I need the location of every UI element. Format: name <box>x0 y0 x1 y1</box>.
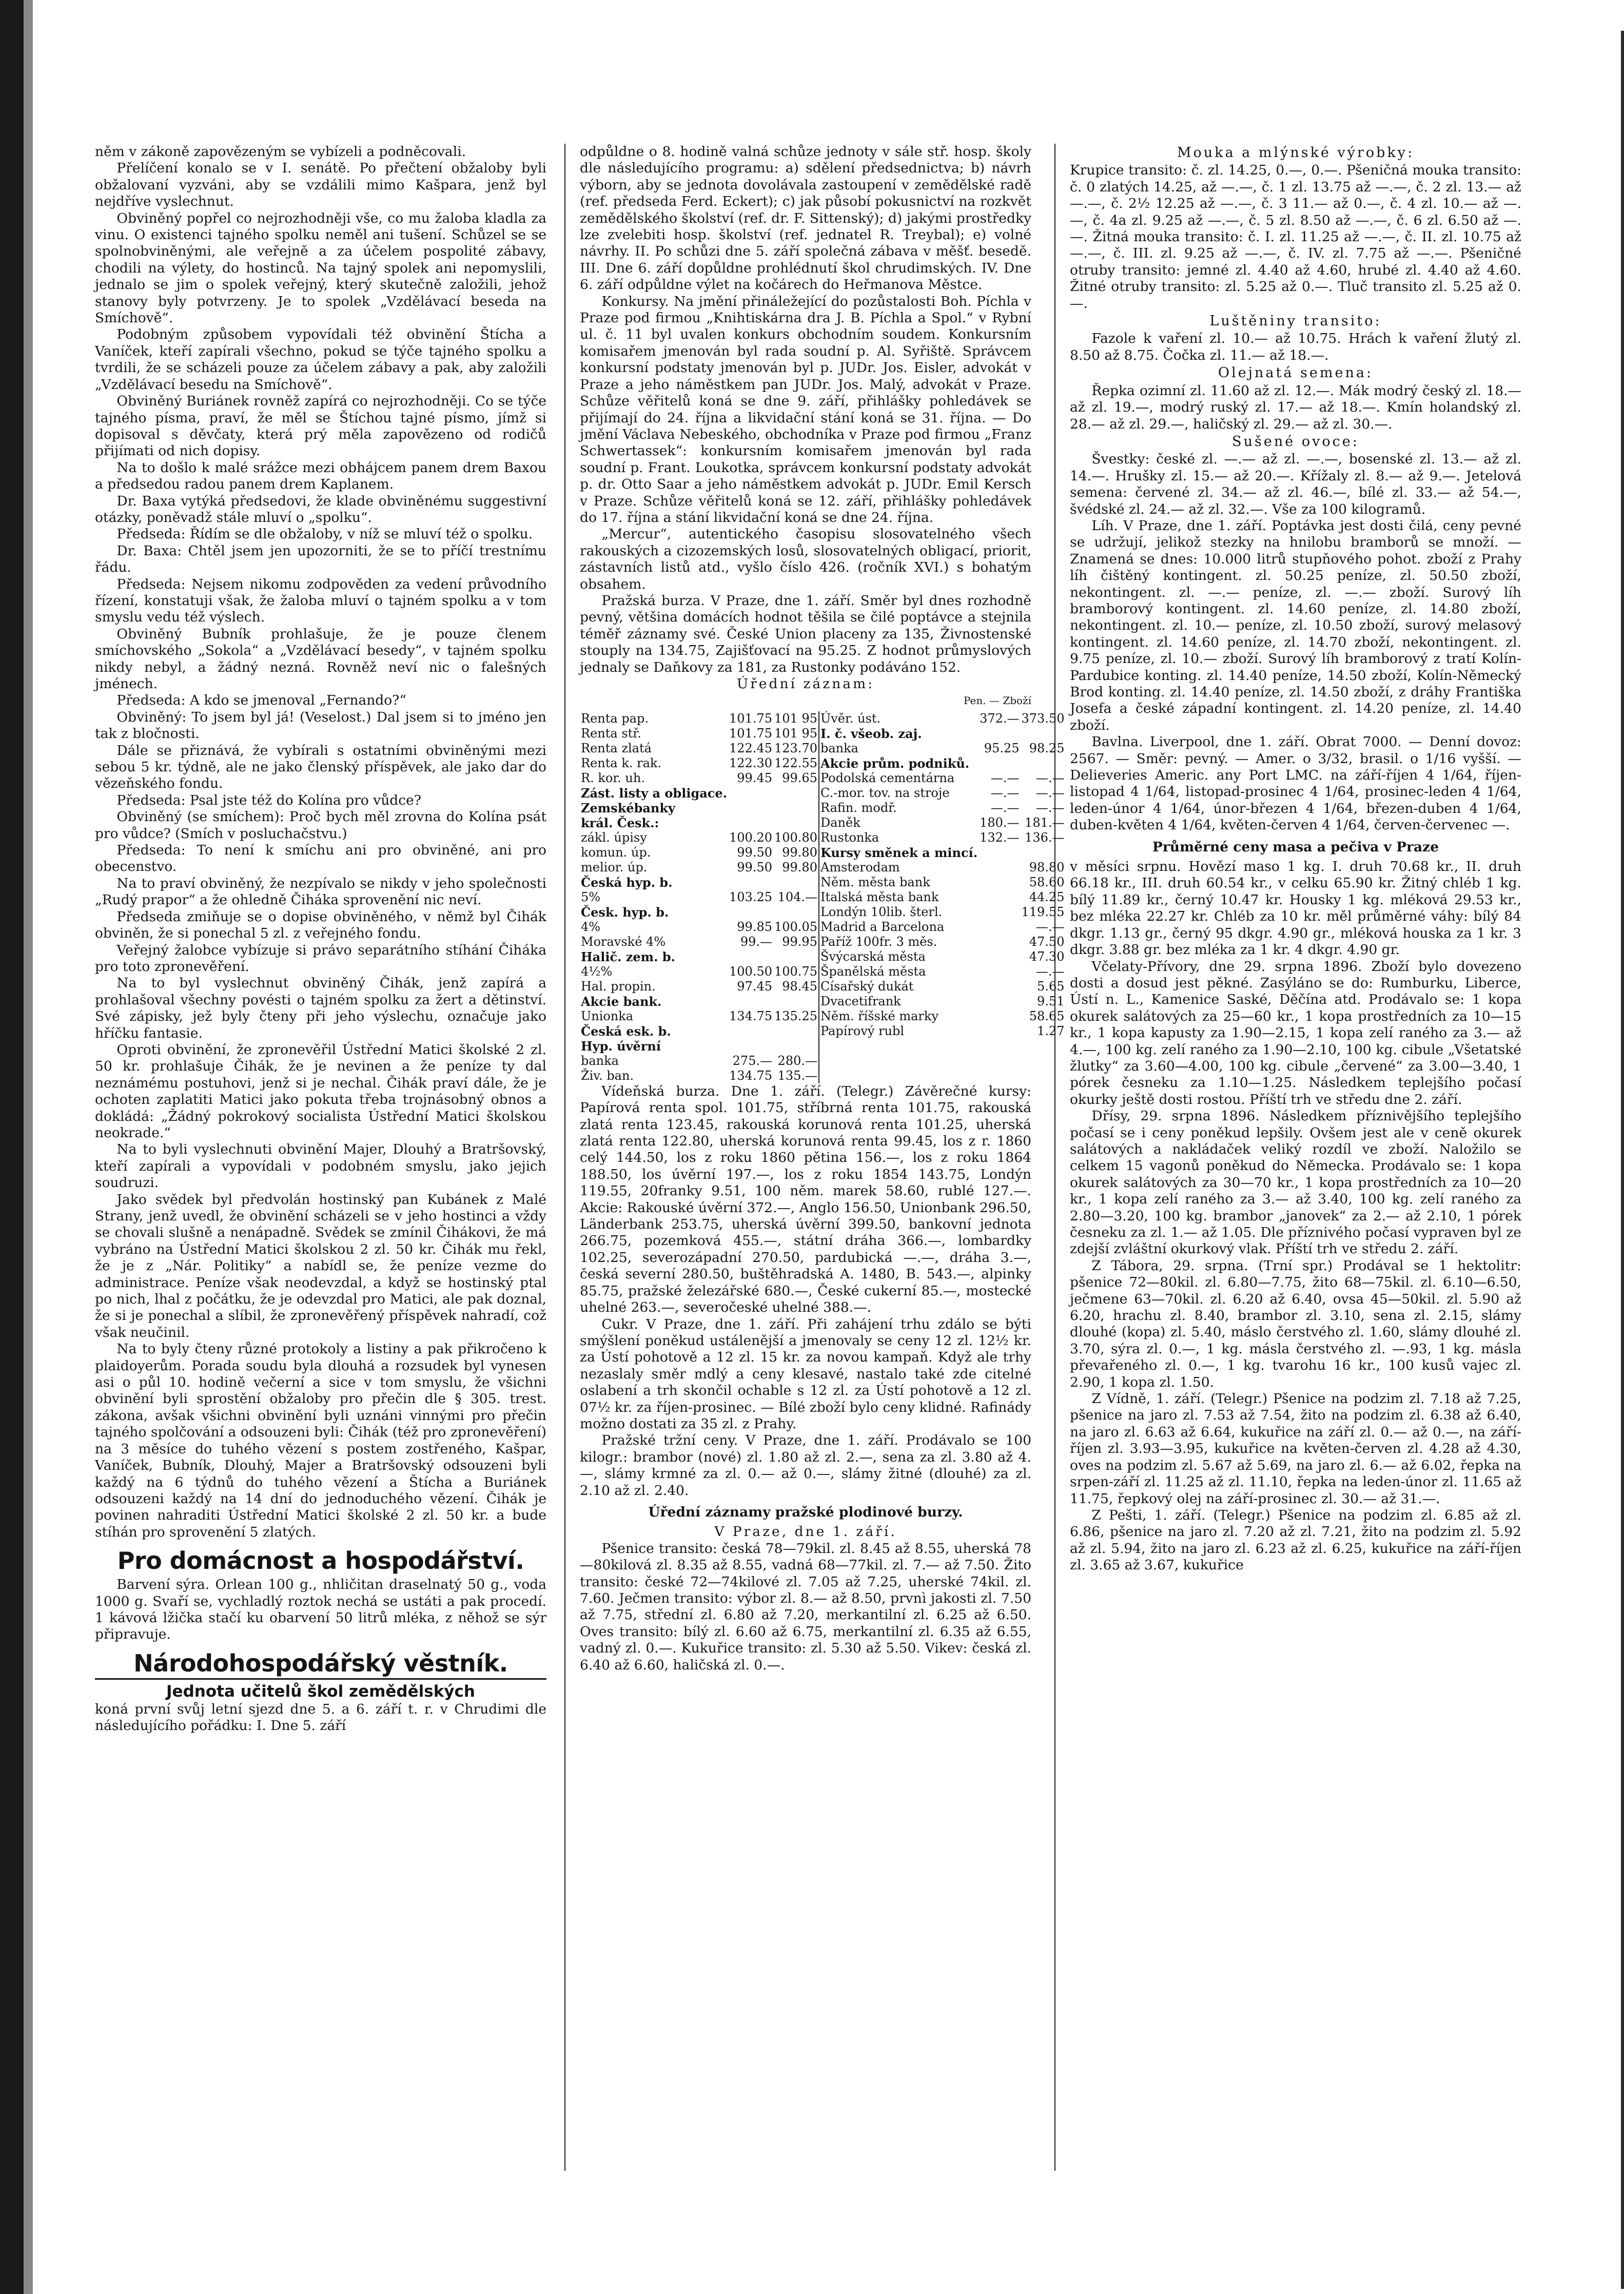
quote-cell: 99.45 <box>737 770 772 785</box>
article-sugar: Cukr. V Praze, dne 1. září. Při zahájení trhu zdálo se býti smýšlení poněkud ustálenější a jmenovaly se ceny 12 zl. 12½ kr. za Ústí pohotově a 12 zl. 15 kr. za novou kampaň. Když ale trhy nezaslaly směr mdlý a ceny klesavé, nastalo také zde citelné oslabení a trh skončil ochable s 12 zl. za Ústí pohotově a 12 zl. 07½ kr. za říjen-prosinec. — Bílé zboží bylo ceny klidné. Rafinády možno dostati za 35 zl. z Prahy. <box>580 1316 1031 1432</box>
quote-row <box>580 756 1065 771</box>
quote-cell: 119.55 <box>1021 904 1065 919</box>
article-paragraph: Předseda: To není k smíchu ani pro obviněné, ani pro obecenstvo. <box>95 842 546 875</box>
quote-cell: Císařský dukát <box>820 979 914 994</box>
article-paragraph: Obviněný: To jsem byl já! (Veselost.) Dal jsem si to jméno jen tak z bločnosti. <box>95 709 546 742</box>
quote-cell: banka <box>820 741 858 755</box>
quote-cell: Něm. města bank <box>820 874 930 889</box>
article-pest-grain: Z Pešti, 1. září. (Telegr.) Pšenice na podzim zl. 6.85 až zl. 6.86, pšenice na jaro zl. 7.20 až zl. 7.21, žito na podzim zl. 5.92 až zl. 5.94, žito na jaro zl. 6.23 až zl. 6.25, kukuřice na září-říjen zl. 3.65 až 3.67, kukuřice <box>1070 1507 1521 1573</box>
official-quotes-table <box>580 711 1065 1083</box>
quote-cell <box>773 801 819 815</box>
quote-cell: Akcie bank. <box>581 994 662 1009</box>
quote-cell: Rafin. modř. <box>820 800 897 815</box>
quote-cell <box>979 964 1020 979</box>
quote-row <box>580 1054 1065 1068</box>
quote-cell: 44.25 <box>1029 889 1065 904</box>
quote-cell: 134.75 <box>729 1068 772 1083</box>
article-drisy: Dřísy, 29. srpna 1896. Následkem příznivějšího teplejšího počasí se i ceny poněkud lepšily. Ovšem jest ale v ceně okurek salátových a nakládaček veliký rozdíl ve zboží. Naložilo se celkem 15 vagonů poněkud do Německa. Prodávalo se: 1 kopa okurek salátových za 30—70 kr., 1 kopa prostředních za 10—20 kr., 1 kopa zelí raného za 3.— až 3.40, 100 kg. zelí raného za 2.80—3.20, 100 kg. brambor „janovek“ za 2.— až 2.10, 1 pórek česneku za zl. 1.— až 1.05. Dle příznivého počasí vypraven byl ze zdejší zvláštní okurkový vlak. Příští trh ve středu 2. září. <box>1070 1108 1521 1257</box>
section-heading-grain-exchange: Úřední záznamy pražské plodinové burzy. <box>648 1504 963 1520</box>
article-vienna-exchange: Vídeňská burza. Dne 1. září. (Telegr.) Závěrečné kursy: Papírová renta spol. 101.75, stříbrná renta 101.75, rakouská zlatá renta 123.45, rakouská korunová renta 101.25, uherská zlatá renta 122.80, uherská korunová renta 99.45, los z r. 1860 celý 144.50, los z roku 1860 pětina 156.—, los z roku 1864 188.50, los úvěrní 197.—, los z roku 1854 143.75, Londýn 119.55, 20franky 9.51, 100 něm. marek 58.60, rublé 127.—. Akcie: Rakouské úvěrní 372.—, Anglo 156.50, Unionbank 296.50, Länderbank 253.75, uherská úvěrní 399.50, bankovní jednota 266.75, pozemková 455.—, státní dráha 366.—, lombardky 102.25, severozápadní 270.50, pardubická —.—, dráha 3.—, česká severní 280.50, buštěhradská A. 1480, B. 543.—, alpinky 85.75, pražské železářské 680.—, České cukerní 85.—, mostecké uhelné 263.—, severočeské uhelné 388.—. <box>580 1083 1031 1316</box>
quote-cell: 135.— <box>777 1068 817 1083</box>
quote-cell: Česká esk. b. <box>581 1023 671 1039</box>
quote-row <box>580 801 1065 815</box>
article-paragraph: odpůldne o 8. hodině valná schůze jednoty v sále stř. hosp. školy dle následujícího programu: a) sdělení předsednictva; b) návrh výborn, aby se jednota dovolávala zastoupení v zemědělské radě (ref. předseda Ferd. Eckert); c) jak působí pokusnictví na rozkvět zemědělského školství (ref. dr. F. Sittenský); d) jakými prostředky lze zvelebiti hosp. školství (ref. jednatel R. Treybal); e) volné návrhy. II. Po schůzi dne 5. září společná zábava v měšť. besedě. III. Dne 6. září dopůldne prohlédnutí škol chrudimských. IV. Dne 6. září odpůldne výlet na kočárech do Heřmanova Městce. <box>580 144 1031 293</box>
quote-cell: Česká hyp. b. <box>581 874 673 890</box>
quote-cell <box>773 905 819 920</box>
quote-cell <box>979 860 1020 875</box>
quote-cell <box>728 801 773 815</box>
quote-cell: král. Česk.: <box>581 815 659 830</box>
quote-cell: 101 95 <box>774 711 817 726</box>
article-paragraph: Předseda zmiňuje se o dopise obviněného, v němž byl Čihák obviněn, že si ponechal 5 zl. z veřejného fondu. <box>95 908 546 942</box>
section-heading-dried-fruit: Sušené ovoce: <box>1232 433 1359 450</box>
quote-row <box>580 1024 1065 1039</box>
article-paragraph: Obviněný Buriánek rovněž zapírá co nejrozhodněji. Co se týče tajného písma, praví, že měl se Štíchou tajné písmo, jímž si dopisoval s děvčaty, která prý měla zapovězeno od rodičů přijímati od nich dopisy. <box>95 393 546 459</box>
quote-cell: I. č. všeob. zaj. <box>820 726 922 741</box>
article-grain-quotes: Pšenice transito: česká 78—79kil. zl. 8.45 až 8.55, uherská 78—80kilová zl. 8.35 až 8.55, vadná 68—77kil. zl. 7.— až 7.50. Žito transito: české 72—74kilové zl. 7.05 až 7.25, uherské 74kil. zl. 7.60. Ječmen transito: výbor zl. 8.— až 8.50, prvnì jakosti zl. 7.50 až 7.75, střední zl. 6.80 až 7.20, merkantilní zl. 6.25 až 6.50. Oves transito: bílý zl. 6.60 až 6.75, merkantilní zl. 6.35 až 6.55, vadný zl. 0.—. Kukuřice transito: zl. 5.30 až 5.50. Vikev: česká zl. 6.40 až 6.60, haličská zl. 0.—. <box>580 1540 1031 1673</box>
article-flour: Krupice transito: č. zl. 14.25, 0.—, 0.—. Pšeničná mouka transito: č. 0 zlatých 14.25, až —.—, č. 1 zl. 13.75 až —.—, č. 2 zl. 13.— až —.—, č. 2½ 12.25 až —.—, č. 3 11.— až 0.—, č. 4 zl. 10.— až —.—, č. 4a zl. 9.25 až —.—, č. 5 zl. 8.50 až —.—, č. 6 zl. 6.50 až —.—. Žitná mouka transito: č. I. zl. 11.25 až —.—, č. II. zl. 10.75 až —.—, č. III. zl. 9.25 až —.—, č. IV. zl. 7.75 až —.—. Pšeničné otruby transito: jemné zl. 4.40 až 4.60, hrubé zl. 4.40 až 4.60. Žitné otruby transito: zl. 5.25 až 0.—. Tluč transito zl. 5.25 až 0.—. <box>1070 162 1521 312</box>
quote-cell: 47.30 <box>1029 949 1065 964</box>
quote-cell: komun. úp. <box>581 845 651 860</box>
quote-cell: 135.25 <box>774 1008 817 1023</box>
section-heading-oilseeds: Olejnatá semena: <box>1218 365 1374 381</box>
quote-cell: Renta pap. <box>581 711 649 726</box>
quote-cell: 99.50 <box>737 845 772 860</box>
quote-cell: 100.75 <box>774 964 817 979</box>
quote-cell: Amsterodam <box>820 860 900 874</box>
article-vcelaty: Včelaty-Přívory, dne 29. srpna 1896. Zboží bylo dovezeno dosti a dosud jest pěkné. Zasýláno se do: Rumburku, Liberce, Ústí n. L., Kamenice Saské, Děčína atd. Prodávalo se: 1 kopa okurek salátových za 25—60 kr., 1 kopa prostředních za 10—15 kr., 1 kopa kapusty za 1.90—2.15, 1 kopa zelí raného za 3.— až 4.—, 100 kg. zelí raného za 1.90—2.10, 100 kg. cibule „Všetatské žlutky“ za 3.60—4.00, 100 kg. cibule „červené“ za 3.00—3.40, 1 pórek česneku za 1.10—1.25. Následkem teplejšího počasí okurky ještě dosti rostou. Příští trh ve středu dne 2. září. <box>1070 958 1521 1107</box>
quote-cell: 100.05 <box>774 919 817 934</box>
quote-cell: Hal. propin. <box>581 979 656 994</box>
quote-cell <box>979 905 1020 920</box>
quote-cell: 101.75 <box>729 711 772 726</box>
quote-row <box>580 964 1065 979</box>
official-quotes-title: Úřední záznam: <box>736 676 875 692</box>
quote-row <box>580 935 1065 949</box>
article-prague-exchange: Pražská burza. V Praze, dne 1. září. Směr byl dnes rozhodně pevný, většina domácích hodnot těšila se čilé poptávce a stejnila téměř záznamy své. České Union placeny za 135, Živnostenské stouply na 134.75, Zajišťovací na 95.25. Z hodnot průmyslových jednaly se Daňkovy za 181, za Rustonky podáváno 152. <box>580 592 1031 675</box>
quote-cell: 103.25 <box>729 889 772 904</box>
quote-cell: 275.— <box>732 1053 772 1068</box>
quote-row <box>580 711 1065 726</box>
quote-cell: 58.65 <box>1029 1008 1065 1023</box>
quote-cell: Švýcarská města <box>820 949 926 964</box>
quote-cell <box>979 875 1020 890</box>
column-rule <box>564 144 565 2171</box>
quote-cell: 98.45 <box>782 979 817 994</box>
quote-cell <box>979 920 1020 935</box>
quote-cell <box>979 726 1020 741</box>
article-spirits: Líh. V Praze, dne 1. září. Poptávka jest dosti čilá, ceny pevné se udržují, jelikož stezky na hnilobu bramborů se množí. — Znamená se dnes: 10.000 litrů stupňového pohot. zboží z Prahy líh čištěný kontingent. zl. 50.25 peníze, zl. 50.50 zboží, nekontingent. zl. —.— peníze, zl. —.— zboží. Surový líh bramborový kontingent. zl. 14.60 peníze, zl. 14.80 zboží, nekontingent. zl. 10.— peníze, zl. 10.50 zboží, surový melasový kontingent. zl. 14.60 peníze, zl. 14.70 zboží, nekontingent. zl. 9.75 peníze, zl. 10.— zboží. Surový líh bramborový z tratí Kolín-Pardubice konting. zl. 14.40 peníze, 14.50 zboží, Kolín-Německý Brod konting. zl. 14.40 peníze, zl. 14.50 zboží, z dráhy Františka Josefa a české západní kontingent. zl. 14.20 peníze, zl. 14.40 zboží. <box>1070 517 1521 733</box>
quote-cell: 97.45 <box>737 979 772 994</box>
quote-cell <box>773 949 819 964</box>
quote-cell: 99.80 <box>782 845 817 860</box>
quote-row <box>580 949 1065 964</box>
article-average-prices: v měsíci srpnu. Hovězí maso 1 kg. I. druh 70.68 kr., II. druh 66.18 kr., III. druh 60.54 kr., v celku 65.90 kr. Žitný chléb 1 kg. bílý 11.89 kr., černý 10.47 kr. Housky 1 kg. mléková 29.53 kr., bez mléka 22.27 kr. Chléb za 10 kr. měl průměrné váhy: bílý 84 dkgr. 1.13 gr., černý 95 dkgr. 4.90 gr., mléková houska za 1 kr. 3 dkgr. 3.88 gr. bez mléka za 1 kr. 4 dkgr. 4.90 gr. <box>1070 859 1521 958</box>
quote-cell: melior. úp. <box>581 860 648 874</box>
quote-cell <box>1021 1039 1066 1054</box>
quote-cell <box>728 786 773 801</box>
section-heading-average-prices: Průměrné ceny masa a pečiva v Praze <box>1152 839 1439 855</box>
quote-cell: Zemskébanky <box>581 800 675 815</box>
article-oilseeds: Řepka ozimní zl. 11.60 až zl. 12.—. Mák modrý český zl. 18.— až zl. 19.—, modrý ruský zl. 17.— až 18.—. Kmín holandský zl. 28.— až zl. 29.—, haličský zl. 29.— až zl. 30.—. <box>1070 382 1521 432</box>
article-konkursy: Konkursy. Na jmění přináležející do pozůstalosti Boh. Píchla v Praze pod firmou „Knihtiskárna dra J. B. Píchla a Spol.“ v Rybní ul. č. 11 byl uvalen konkurs obchodním soudem. Konkursním komisařem jmenován byl rada soudní p. Al. Syřiště. Správcem konkursní podstaty jmenován byl p. JUDr. Jos. Eisler, advokát v Praze a jeho náměstkem pan JUDr. Jos. Malý, advokát v Praze. Schůze věřitelů koná se dne 9. září, přihlášky pohledávek se přijímají do 24. října a likvidační stání koná se 31. října. — Do jmění Václava Nebeského, obchodníka v Praze pod firmou „Franz Schwertassek“: konkursním komisařem jmenován byl rada soudní p. Frant. Loukotka, správcem konkursní podstaty advokát p. dr. Otto Saar a jeho náměstkem advokát p. JUDr. Emil Kersch v Praze. Schůze věřitelů koná se 12. září, přihlášky pohledávek do 17. října a stání likvidační koná se dne 24. října. <box>580 293 1031 526</box>
quote-cell: 99.85 <box>737 919 772 934</box>
quote-cell: Paříž 100fr. 3 měs. <box>820 934 937 949</box>
quote-cell: 122.45 <box>729 741 772 755</box>
quote-cell: 132.— <box>980 830 1020 845</box>
quote-cell <box>728 815 773 830</box>
quote-cell <box>979 1024 1020 1039</box>
quote-cell <box>1021 756 1066 771</box>
article-paragraph: Předseda: Nejsem nikomu zodpověden za vedení průvodního řízení, konstatuji však, že žaloba mluví o tajném spolku a v tom smyslu vedu též výslech. <box>95 576 546 626</box>
scan-binding-shadow <box>24 0 33 2294</box>
quote-cell: 1.27 <box>1037 1023 1065 1038</box>
quote-cell <box>979 979 1020 994</box>
quote-cell <box>773 1024 819 1039</box>
quote-cell: Madrid a Barcelona <box>820 919 945 934</box>
quote-cell <box>979 1039 1020 1054</box>
article-paragraph: Obviněný popřel co nejrozhodněji vše, co mu žaloba kladla za vinu. O existenci tajného spolku neměl ani tušení. Schůzel se se spolnobviněnými, ale veřejně a za účelem pospolité zábavy, chodili na výlety, do hostinců. Na tajný spolek ani nepomyslili, jednalo se jim o spolek veřejný, který skutečně založili, jehož stanovy byly potvrzeny. Je to spolek „Vzdělávací beseda na Smíchově“. <box>95 210 546 326</box>
quote-row <box>580 1068 1065 1083</box>
quote-cell: Něm. říšské marky <box>820 1008 938 1023</box>
quote-cell: Renta zlatá <box>581 741 652 755</box>
quote-cell: Rustonka <box>820 830 879 845</box>
quote-cell: 100.20 <box>729 830 772 845</box>
article-paragraph: Přelíčení konalo se v I. senátě. Po přečtení obžaloby byli obžalovaní vyzváni, aby se vzdálili mimo Kašpara, jenž byl nejdříve vyslechnut. <box>95 160 546 210</box>
section-heading-household: Pro domácnost a hospodářství. <box>117 1547 524 1575</box>
quote-cell: Papírový rubl <box>820 1023 905 1038</box>
quote-row <box>580 771 1065 786</box>
quote-cell: 101.75 <box>729 726 772 741</box>
quote-cell: 5.65 <box>1037 979 1065 994</box>
column-2 <box>580 144 1065 2171</box>
quote-cell: Renta stř. <box>581 726 641 741</box>
quote-cell <box>728 1024 773 1039</box>
quote-cell: 104.— <box>777 889 817 904</box>
article-paragraph: Obviněný (se smíchem): Proč bych měl zrovna do Kolína psát pro vůdce? (Smích v posluchačstvu.) <box>95 809 546 842</box>
newspaper-page <box>95 144 1521 2171</box>
quote-cell <box>773 1039 819 1054</box>
dateline: V Praze, dne 1. září. <box>714 1524 897 1540</box>
quote-cell: Živ. ban. <box>581 1068 634 1083</box>
quote-cell <box>979 935 1020 949</box>
subheading-teachers-union: Jednota učitelů škol zemědělských <box>166 1682 475 1701</box>
quote-cell: 99.65 <box>782 770 817 785</box>
quote-cell: Renta k. rak. <box>581 755 662 770</box>
article-paragraph: Veřejný žalobce vybízuje si právo separátního stíhání Čiháka pro toto zpronevěření. <box>95 942 546 975</box>
article-paragraph: Barvení sýra. Orlean 100 g., nhličitan draselnatý 50 g., voda 1000 g. Svaří se, vychladlý roztok nechá se ustáti a pak procedí. 1 kávová lžička stačí ku obarvení 50 litrů mléka, z něhož se sýr připravuje. <box>95 1577 546 1643</box>
article-paragraph: Předseda: A kdo se jmenoval „Fernando?“ <box>116 692 406 709</box>
quote-cell: 9.51 <box>1037 994 1065 1008</box>
article-paragraph: koná první svůj letní sjezd dne 5. a 6. září t. r. v Chrudimi dle následujícího pořádku: I. Dne 5. září <box>95 1701 546 1734</box>
quote-cell: 373.50 <box>1021 711 1065 726</box>
article-tabor: Z Tábora, 29. srpna. (Trní spr.) Prodával se 1 hektolitr: pšenice 72—80kil. zl. 6.80—7.75, žito 68—75kil. zl. 6.10—6.50, ječmene 63—70kil. zl. 6.20 až 6.40, ovsa 45—50kil. zl. 5.90 až 6.20, hrachu zl. 8.40, brambor zl. 3.10, sena zl. 2.15, slámy dlouhé (kopa) zl. 5.40, máslo čerstvého zl. 1.60, slámy dlouhé zl. 3.70, sýra zl. 0.—, 1 kg. másla čerstvého zl. —.93, 1 kg. másla převařeného zl. 0.—, 1 kg. tvarohu 16 kr., 100 kusů vajec zl. 2.90, 1 kopa zl. 1.50. <box>1070 1257 1521 1390</box>
quote-cell: Halič. zem. b. <box>581 949 675 964</box>
section-heading-flour: Mouka a mlýnské výrobky: <box>1177 145 1415 161</box>
quote-cell: —.— <box>1035 964 1065 979</box>
quote-cell: Španělská města <box>820 964 926 979</box>
quote-cell <box>979 1009 1020 1024</box>
article-paragraph: Na to praví obviněný, že nezpívalo se nikdy v jeho společnosti „Rudý prapor“ a že ohledně Čiháka sprovenění nic neví. <box>95 875 546 908</box>
quote-cell <box>819 1054 979 1068</box>
quote-cell: 4½% <box>581 964 613 979</box>
quote-cell: Italská města bank <box>820 889 939 904</box>
quote-cell: Unionka <box>581 1008 634 1023</box>
quote-cell: zákl. úpisy <box>581 830 647 845</box>
quote-row <box>580 845 1065 860</box>
quote-cell: 101 95 <box>774 726 817 741</box>
quote-cell <box>979 756 1020 771</box>
quote-cell: Londýn 10lib. šterl. <box>820 904 943 919</box>
quote-cell: —.— <box>1035 785 1065 800</box>
quote-cell: Daněk <box>820 815 860 830</box>
quote-cell <box>1021 1068 1066 1083</box>
quote-row <box>580 741 1065 756</box>
scan-right-edge <box>1621 31 1624 2289</box>
article-vienna-grain: Z Vídně, 1. září. (Telegr.) Pšenice na podzim zl. 7.18 až 7.25, pšenice na jaro zl. 7.53 až 7.54, žito na podzim zl. 6.38 až 6.40, na jaro zl. 6.63 až 6.64, kukuřice na září zl. 0.— až 0.—, na září-říjen zl. 3.93—3.95, kukuřice na květen-červen zl. 4.28 až 4.30, oves na podzim zl. 5.67 až 5.69, na jaro zl. 6.— až 6.02, řepka na srpen-září zl. 11.25 až zl. 11.10, řepka na leden-únor zl. 11.65 až 11.75, řepkový olej na září-prosinec zl. 30.— až 31.—. <box>1070 1391 1521 1507</box>
quote-cell: 181.— <box>1025 815 1065 830</box>
quote-cell: 98.25 <box>1029 741 1065 755</box>
quote-row <box>580 726 1065 741</box>
quote-cell: Podolská cementárna <box>820 770 955 785</box>
quote-cell <box>979 949 1020 964</box>
quote-cell: 100.50 <box>729 964 772 979</box>
quote-cell: 99.50 <box>737 860 772 874</box>
quote-cell: —.— <box>1035 800 1065 815</box>
article-paragraph: Na to byly čteny různé protokoly a listiny a pak přikročeno k plaidoyerům. Porada soudu byla dlouhá a rozsudek byl vynesen asi o půl 10. hodině večerní a sice v tom smyslu, že všichni obvinění byli sprostění obžaloby pro přečin dle § 305. trest. zákona, avšak všichni obvinění byli uznáni vinnými pro přečin tajného spolčování a odsouzeni byli: Čihák (též pro zpronevěření) na 3 měsíce do tuhého vězení s postem zostřeného, Kašpar, Vaníček, Bubník, Dlouhý, Majer a Bratršovský odsouzeni byli každý na 6 týdnů do tuhého vězení a Štícha a Buriánek odsouzeni každý na 14 dní do jednoduchého vězení. Čihák je povinen nahraditi Ústřední Matici školské 2 zl. 50 kr. a bude stíhán pro sprovenění 5 zlatých. <box>95 1341 546 1540</box>
quote-row <box>580 860 1065 875</box>
article-paragraph: Dr. Baxa vytýká předsedovi, že klade obviněnému suggestivní otázky, poněvadž stále mluví o „spolku“. <box>95 493 546 526</box>
quote-cell: Zást. listy a obligace. <box>581 785 728 801</box>
quote-cell: Dvacetifrank <box>820 994 901 1008</box>
quote-row <box>580 786 1065 801</box>
quote-row <box>580 1009 1065 1024</box>
quote-cell: Úvěr. úst. <box>820 711 881 726</box>
quote-cell: 123.70 <box>774 741 817 755</box>
quote-cell: —.— <box>990 770 1020 785</box>
article-paragraph: Dr. Baxa: Chtěl jsem jen upozorniti, že se to příčí trestnímu řádu. <box>95 542 546 576</box>
quote-cell <box>773 994 819 1009</box>
article-mercur: „Mercur“, autentického časopisu slosovatelného všech rakouských a cizozemských losů, slosovatelných obligací, priorit, zástavních listů atd., vyšlo číslo 426. (ročník XVI.) s bohatým obsahem. <box>580 526 1031 592</box>
section-heading-legumes: Luštěniny transito: <box>1209 313 1382 329</box>
quote-cell: R. kor. uh. <box>581 770 645 785</box>
article-paragraph: Oproti obvinění, že zpronevěřil Ústřední Matici školské 2 zl. 50 kr. prohlašuje Čihák, že je nevinen a že peníze ty dal neznámému postuhovi, jenž si je nechal. Čihák praví dále, že je ochoten zaplatiti Matici jako pokuta třeba trojnásobný obnos a dokládá: „Žádný pokrokový socialista Ústřední Matici školskou neokrade.“ <box>95 1041 546 1141</box>
article-paragraph: Předseda: Psal jste též do Kolína pro vůdce? <box>116 792 422 808</box>
quote-cell: 98.80 <box>1029 860 1065 874</box>
quote-cell: 122.30 <box>729 755 772 770</box>
official-quotes-caption: Pen. — Zboží <box>963 694 1031 707</box>
quote-cell: 95.25 <box>984 741 1020 755</box>
article-paragraph: Předseda: Řídím se dle obžaloby, v níž se mluví též o spolku. <box>116 526 533 542</box>
quote-cell <box>979 845 1020 860</box>
quote-cell: Česk. hyp. b. <box>581 904 669 920</box>
article-paragraph: Obviněný Bubník prohlašuje, že je pouze členem smíchovského „Sokola“ a „Vzdělávací besedy“, v tajném spolku nikdy nebyl, a žádný nezná. Rovněž neví nic o falešných jménech. <box>95 626 546 692</box>
article-paragraph: Na to byl vyslechnut obviněný Čihák, jenž zapírá a prohlašoval všechny povésti o tajném spolku za žert a dětinství. Své zápisky, jež byly čteny při jeho výslechu, označuje jako hříčku fantasie. <box>95 975 546 1041</box>
quote-cell: —.— <box>1035 919 1065 934</box>
quote-cell: 280.— <box>777 1053 817 1068</box>
quote-cell: 180.— <box>980 815 1020 830</box>
quote-cell: 100.80 <box>774 830 817 845</box>
section-heading-economic: Národohospodářský věstník. <box>95 1649 546 1680</box>
quote-cell <box>819 1068 979 1083</box>
quote-cell: 47.50 <box>1029 934 1065 949</box>
quote-row <box>580 830 1065 845</box>
article-cotton: Bavlna. Liverpool, dne 1. září. Obrat 7000. — Denní dovoz: 2567. — Směr: pevný. — Amer. o 3/32, brasil. o 1/16 vyšší. — Delieveries Americ. any Port LMC. na září-říjen 4 1/64, říjen-listopad 4 1/64, listopad-prosinec 4 1/64, prosinec-leden 4 1/64, leden-únor 4 1/64, únor-březen 4 1/64, březen-duben 4 1/64, duben-květen 4 1/64, květen-červen 4 1/64, červen-červenec —. <box>1070 734 1521 833</box>
column-3 <box>1070 144 1521 2171</box>
quote-row <box>580 920 1065 935</box>
quote-cell: —.— <box>990 800 1020 815</box>
quote-row <box>580 815 1065 830</box>
quote-row <box>580 875 1065 890</box>
quote-row <box>580 979 1065 994</box>
quote-row <box>580 905 1065 920</box>
quote-row <box>580 1039 1065 1054</box>
article-paragraph: Jako svědek byl předvolán hostinský pan Kubánek z Malé Strany, jenž uvedl, že obvinění scházeli se v jeho hostinci a vždy se chovali slušně a nenápadně. Svědek se zmínil Čihákovi, že má vybráno na Ústřední Matici školskou 2 zl. 50 kr. Čihák mu řekl, že je z „Nár. Politiky“ a nabídl se, že peníze vezme do administrace. Peníze však neodevzdal, a když se hostinský ptal po nich, lhal z počátku, že je odevzdal pro Matici, ale pak doznal, že si je ponechal a slíbil, že zpronevěřený příspěvek nahradí, což však neučinil. <box>95 1191 546 1340</box>
quote-cell: 99.— <box>740 934 772 949</box>
quote-cell <box>728 994 773 1009</box>
quote-cell <box>728 1039 773 1054</box>
quote-cell: 99.80 <box>782 860 817 874</box>
quote-cell: 58.60 <box>1029 874 1065 889</box>
quote-cell <box>773 875 819 890</box>
scan-binding-edge <box>0 0 24 2294</box>
quote-cell: 122.55 <box>774 755 817 770</box>
quote-cell <box>1021 726 1066 741</box>
quote-cell: banka <box>581 1053 619 1068</box>
quote-cell <box>819 1039 979 1054</box>
article-paragraph: Na to byli vyslechnuti obvinění Majer, Dlouhý a Bratršovský, kteří zapírali a vypovídali v podobném smyslu, jako jejich soudruzi. <box>95 1141 546 1191</box>
article-paragraph: Dále se přiznává, že vybírali s ostatními obviněnými mezi sebou 5 kr. týdně, ale ne jako členský příspěvek, ale jako dar do vězeňského fondu. <box>95 742 546 792</box>
quote-cell <box>979 890 1020 905</box>
quote-cell <box>1021 845 1066 860</box>
article-paragraph: Podobným způsobem vypovídali též obvinění Štícha a Vaníček, kteří zapírali všechno, pokud se týče tajného spolku a tvrdili, že se scházeli pouze za účelem zábavy a pak, aby založili „Vzdělávací besedu na Smíchově“. <box>95 326 546 393</box>
quote-cell <box>773 815 819 830</box>
article-legumes: Fazole k vaření zl. 10.— až 10.75. Hrách k vaření žlutý zl. 8.50 až 8.75. Čočka zl. 11.— až 18.—. <box>1070 331 1521 363</box>
quote-cell: Akcie prům. podniků. <box>820 755 970 771</box>
quote-cell: —.— <box>1035 770 1065 785</box>
quote-row <box>580 994 1065 1009</box>
article-market-prices: Pražské tržní ceny. V Praze, dne 1. září. Prodávalo se 100 kilogr.: brambor (nové) zl. 1.80 až zl. 2.—, sena za zl. 3.80 až 4.—, slámy krmné za zl. 0.— až 0.—, slámy žitné (dlouhé) za zl. 2.10 až zl. 2.40. <box>580 1432 1031 1499</box>
quote-cell: 136.— <box>1025 830 1065 845</box>
quote-cell: 372.— <box>980 711 1020 726</box>
quote-cell <box>728 875 773 890</box>
quote-cell <box>979 994 1020 1009</box>
quote-cell <box>979 1054 1020 1068</box>
quote-cell <box>979 1068 1020 1083</box>
article-dried-fruit: Švestky: české zl. —.— až zl. —.—, bosenské zl. 13.— až zl. 14.—. Hrušky zl. 15.— až 20.—. Křížaly zl. 8.— až 9.—. Jetelová semena: červené zl. 34.— až zl. 46.—, bílé zl. 33.— až 54.—, švédské zl. 24.— až zl. 32.—. Vše za 100 kilogramů. <box>1070 451 1521 517</box>
column-1 <box>95 144 546 2171</box>
quote-cell <box>728 905 773 920</box>
quote-cell: Kursy směnek a mincí. <box>820 845 978 860</box>
quote-cell: C.-mor. tov. na stroje <box>820 785 950 800</box>
quote-cell: 4% <box>581 919 601 934</box>
quote-cell: Hyp. úvěrní <box>581 1038 661 1054</box>
quote-row <box>580 890 1065 905</box>
quote-cell: —.— <box>990 785 1020 800</box>
article-paragraph: něm v zákoně zapovězeným se vybízeli a podněcovali. <box>95 144 466 160</box>
article-paragraph: Na to došlo k malé srážce mezi obhájcem panem drem Baxou a předsedou radou panem drem Kaplanem. <box>95 459 546 493</box>
column-rule <box>1054 144 1055 2171</box>
quote-cell <box>728 949 773 964</box>
quote-cell <box>773 786 819 801</box>
quote-cell: 99.95 <box>782 934 817 949</box>
quote-cell: 5% <box>581 889 601 904</box>
quote-cell: 134.75 <box>729 1008 772 1023</box>
quote-cell <box>1021 1054 1066 1068</box>
quote-cell: Moravské 4% <box>581 934 666 949</box>
